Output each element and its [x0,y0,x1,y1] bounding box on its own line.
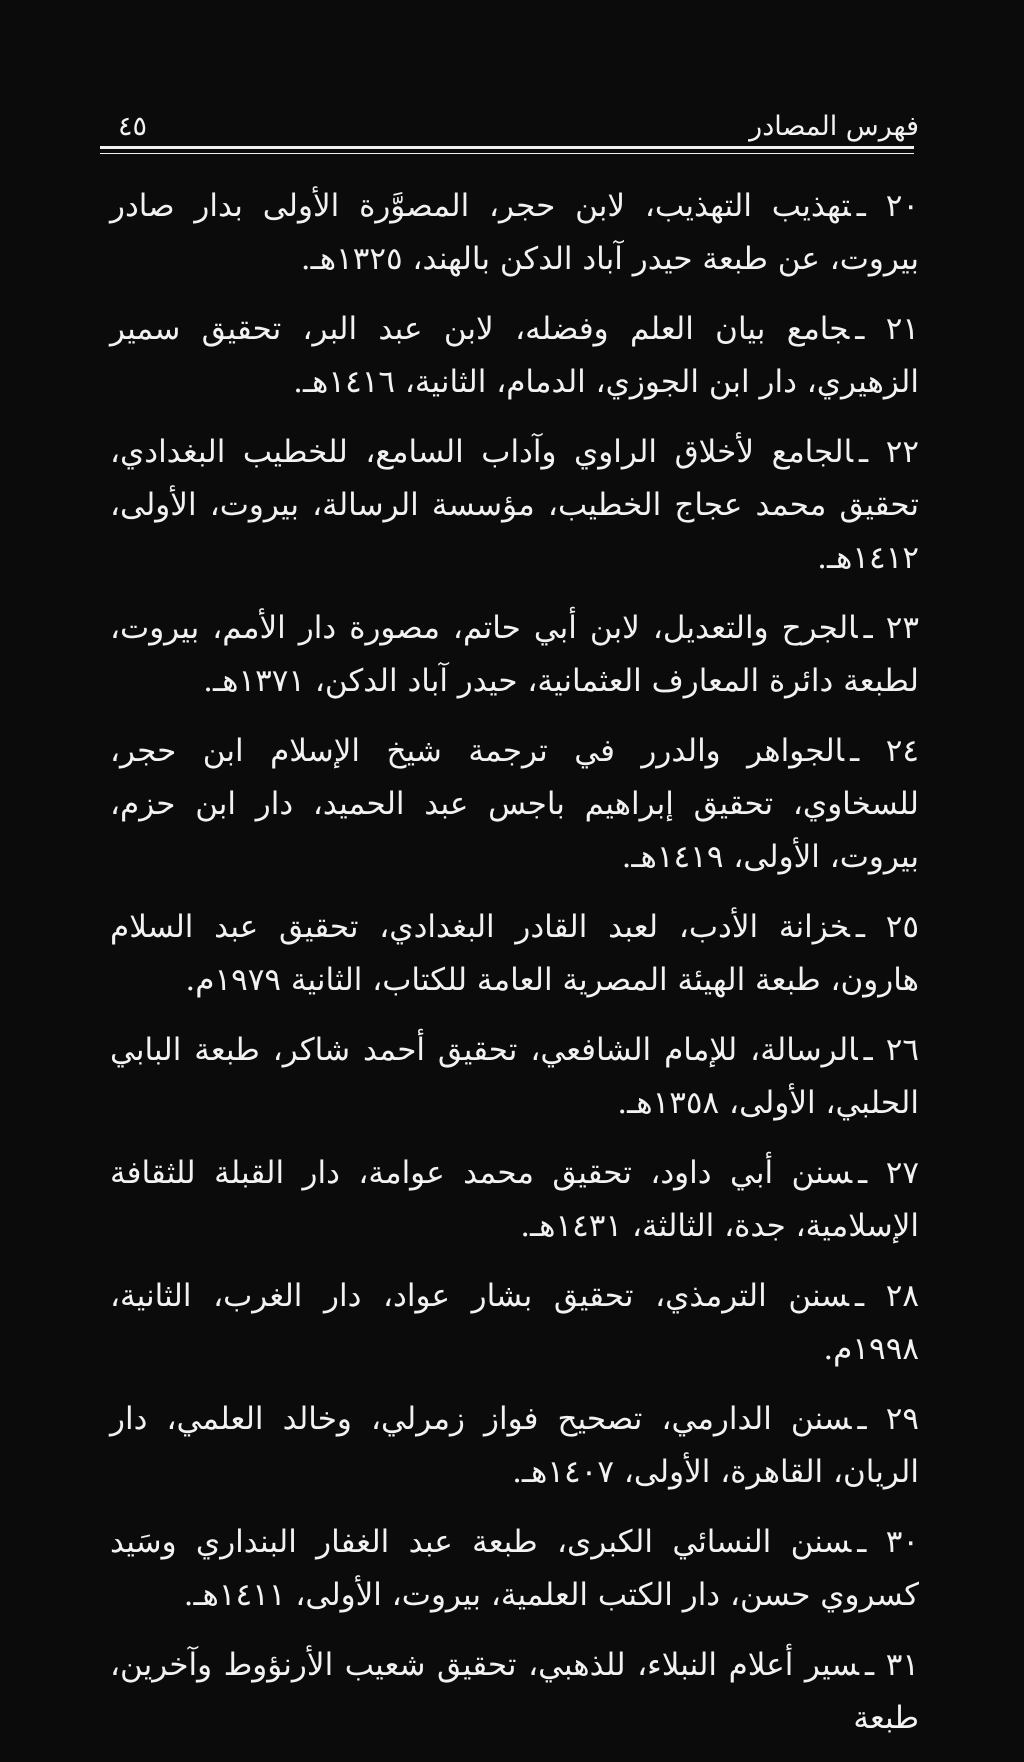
page-title: فهرس المصادر [749,111,919,142]
entry-text: الجامع لأخلاق الراوي وآداب السامع، للخطيب البغدادي، تحقيق محمد عجاج الخطيب، مؤسسة الرسالة، بيروت، الأولى، ١٤١٢هـ. [110,434,919,576]
entry-number: ٢٠ ـ [856,188,920,224]
entry-text: تهذيب التهذيب، لابن حجر، المصوَّرة الأولى بدار صادر بيروت، عن طبعة حيدر آباد الدكن بالهند، ١٣٢٥هـ. [110,188,919,277]
entry-text: سنن الدارمي، تصحيح فواز زمرلي، وخالد العلمي، دار الريان، القاهرة، الأولى، ١٤٠٧هـ. [110,1401,919,1490]
entry-number: ٢٥ ـ [855,909,920,945]
reference-entry [110,303,919,409]
entry-number: ٢٣ ـ [863,610,920,646]
entry-text: سنن الترمذي، تحقيق بشار عواد، دار الغرب، الثانية، ١٩٩٨م. [110,1278,919,1367]
entry-text: الجرح والتعديل، لابن أبي حاتم، مصورة دار الأمم، بيروت، لطبعة دائرة المعارف العثمانية، حيدر آباد الدكن، ١٣٧١هـ. [110,610,919,699]
reference-entry [110,901,919,1007]
entry-number: ٣١ ـ [865,1647,919,1683]
entry-number: ٣٠ ـ [857,1524,920,1560]
reference-entry [110,602,919,708]
reference-entry [110,1516,919,1622]
entry-text: جامع بيان العلم وفضله، لابن عبد البر، تحقيق سمير الزهيري، دار ابن الجوزي، الدمام، الثانية، ١٤١٦هـ. [110,311,919,400]
reference-entry [110,725,919,884]
reference-entry [110,426,919,585]
entry-number: ٢٤ ـ [850,733,920,769]
reference-entry [110,180,919,286]
reference-entry [110,1639,919,1745]
page-header [118,98,919,142]
entry-text: الجواهر والدرر في ترجمة شيخ الإسلام ابن حجر، للسخاوي، تحقيق إبراهيم باجس عبد الحميد، دار ابن حزم، بيروت، الأولى، ١٤١٩هـ. [110,733,919,875]
header-divider [100,146,914,149]
entry-number: ٢١ ـ [855,311,920,347]
entry-text: سنن النسائي الكبرى، طبعة عبد الغفار البنداري وسَيد كسروي حسن، دار الكتب العلمية، بيروت، الأولى، ١٤١١هـ. [110,1524,919,1613]
entry-text: الرسالة، للإمام الشافعي، تحقيق أحمد شاكر، طبعة البابي الحلبي، الأولى، ١٣٥٨هـ. [110,1032,919,1121]
reference-list [110,180,919,1762]
reference-entry [110,1024,919,1130]
reference-entry [110,1393,919,1499]
reference-entry [110,1147,919,1253]
page-number: ٤٥ [118,111,148,142]
entry-text: سير أعلام النبلاء، للذهبي، تحقيق شعيب الأرنؤوط وآخرين، طبعة [110,1647,919,1736]
entry-number: ٢٧ ـ [858,1155,919,1191]
entry-number: ٢٢ ـ [859,434,920,470]
entry-number: ٢٦ ـ [863,1032,919,1068]
entry-number: ٢٩ ـ [857,1401,920,1437]
entry-text: خزانة الأدب، لعبد القادر البغدادي، تحقيق عبد السلام هارون، طبعة الهيئة المصرية العامة للكتاب، الثانية ١٩٧٩م. [110,909,919,998]
reference-entry [110,1270,919,1376]
entry-text: سنن أبي داود، تحقيق محمد عوامة، دار القبلة للثقافة الإسلامية، جدة، الثالثة، ١٤٣١هـ. [110,1155,919,1244]
entry-number: ٢٨ ـ [854,1278,920,1314]
